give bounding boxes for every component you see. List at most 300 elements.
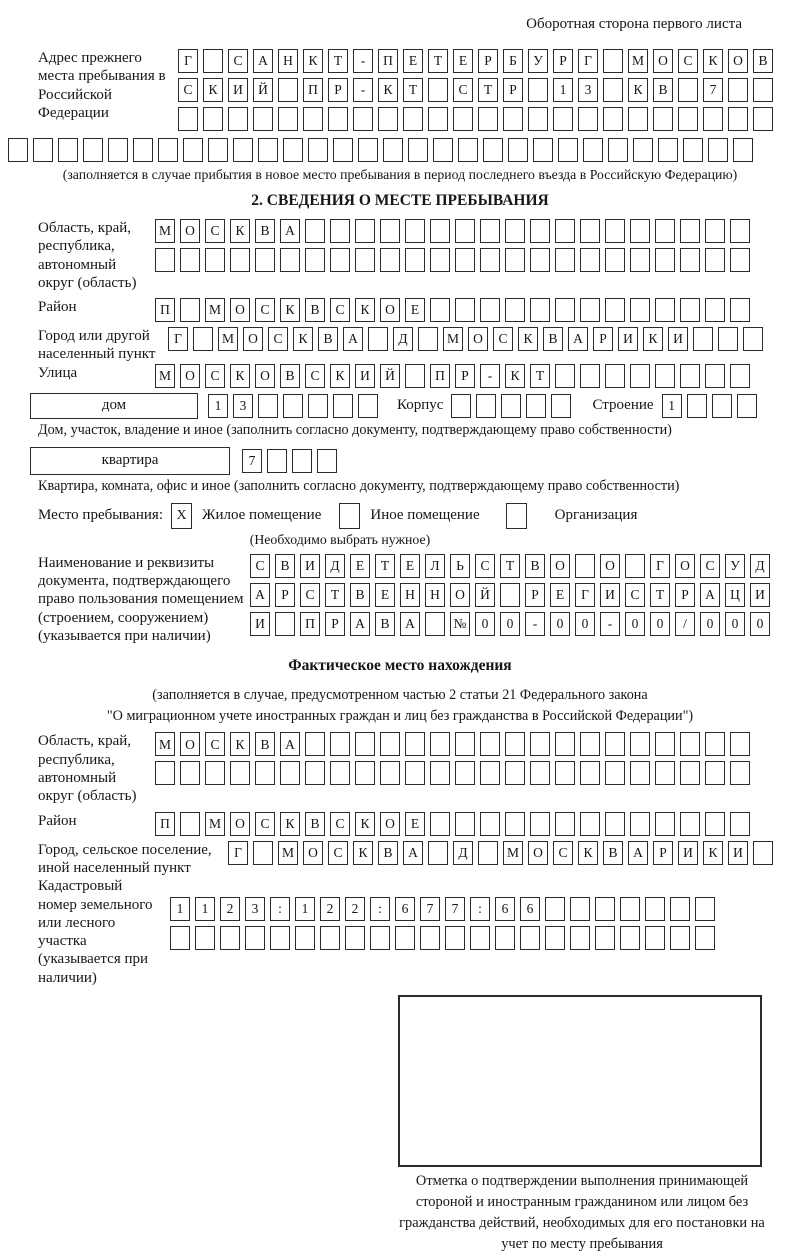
char-cell[interactable]	[355, 219, 375, 243]
char-cell[interactable]: Б	[503, 49, 523, 73]
char-cell[interactable]: Е	[375, 583, 395, 607]
char-cell[interactable]	[303, 107, 323, 131]
char-cell[interactable]	[205, 248, 225, 272]
char-cell[interactable]	[358, 138, 378, 162]
char-cell[interactable]	[380, 248, 400, 272]
char-cell[interactable]: Е	[350, 554, 370, 578]
char-cell[interactable]: 0	[700, 612, 720, 636]
char-cell[interactable]	[705, 248, 725, 272]
char-cell[interactable]: Т	[478, 78, 498, 102]
char-cell[interactable]	[370, 926, 390, 950]
char-cell[interactable]: Р	[503, 78, 523, 102]
char-cell[interactable]	[678, 78, 698, 102]
char-cell[interactable]	[605, 761, 625, 785]
char-cell[interactable]	[680, 812, 700, 836]
char-cell[interactable]: И	[678, 841, 698, 865]
char-cell[interactable]: -	[353, 49, 373, 73]
char-cell[interactable]	[470, 926, 490, 950]
char-cell[interactable]	[505, 732, 525, 756]
char-cell[interactable]	[203, 49, 223, 73]
char-cell[interactable]: О	[255, 364, 275, 388]
char-cell[interactable]: 1	[295, 897, 315, 921]
char-cell[interactable]	[580, 732, 600, 756]
char-cell[interactable]: И	[300, 554, 320, 578]
char-cell[interactable]	[425, 612, 445, 636]
char-cell[interactable]: Г	[575, 583, 595, 607]
char-cell[interactable]	[451, 394, 471, 418]
char-cell[interactable]: Д	[393, 327, 413, 351]
char-cell[interactable]	[378, 107, 398, 131]
char-cell[interactable]: М	[218, 327, 238, 351]
char-cell[interactable]: В	[318, 327, 338, 351]
char-cell[interactable]	[555, 364, 575, 388]
char-cell[interactable]: К	[303, 49, 323, 73]
char-cell[interactable]	[433, 138, 453, 162]
char-cell[interactable]: Е	[550, 583, 570, 607]
char-cell[interactable]	[603, 49, 623, 73]
char-cell[interactable]	[430, 298, 450, 322]
char-cell[interactable]: 7	[445, 897, 465, 921]
checkbox-other-premises[interactable]	[339, 503, 360, 529]
char-cell[interactable]: О	[180, 732, 200, 756]
char-cell[interactable]	[578, 107, 598, 131]
char-cell[interactable]: У	[528, 49, 548, 73]
char-cell[interactable]: А	[628, 841, 648, 865]
char-cell[interactable]	[233, 138, 253, 162]
char-cell[interactable]: В	[378, 841, 398, 865]
char-cell[interactable]: А	[280, 219, 300, 243]
char-cell[interactable]: 2	[345, 897, 365, 921]
char-cell[interactable]	[620, 897, 640, 921]
char-cell[interactable]: В	[543, 327, 563, 351]
char-cell[interactable]	[345, 926, 365, 950]
char-cell[interactable]	[580, 248, 600, 272]
char-cell[interactable]	[705, 219, 725, 243]
char-cell[interactable]	[625, 554, 645, 578]
char-cell[interactable]: Т	[428, 49, 448, 73]
char-cell[interactable]	[630, 364, 650, 388]
char-cell[interactable]: М	[205, 298, 225, 322]
char-cell[interactable]	[380, 219, 400, 243]
char-cell[interactable]	[683, 138, 703, 162]
char-cell[interactable]	[228, 107, 248, 131]
char-cell[interactable]: К	[703, 49, 723, 73]
char-cell[interactable]: С	[475, 554, 495, 578]
char-cell[interactable]: О	[468, 327, 488, 351]
char-cell[interactable]	[283, 394, 303, 418]
char-cell[interactable]: Ц	[725, 583, 745, 607]
char-cell[interactable]: 1	[662, 394, 682, 418]
char-cell[interactable]: К	[643, 327, 663, 351]
char-cell[interactable]	[405, 364, 425, 388]
char-cell[interactable]	[220, 926, 240, 950]
char-cell[interactable]: А	[253, 49, 273, 73]
char-cell[interactable]: 7	[420, 897, 440, 921]
char-cell[interactable]	[630, 732, 650, 756]
char-cell[interactable]	[730, 298, 750, 322]
char-cell[interactable]	[495, 926, 515, 950]
char-cell[interactable]	[418, 327, 438, 351]
char-cell[interactable]: О	[600, 554, 620, 578]
char-cell[interactable]: Н	[400, 583, 420, 607]
char-cell[interactable]: 0	[475, 612, 495, 636]
char-cell[interactable]	[712, 394, 732, 418]
char-cell[interactable]	[501, 394, 521, 418]
char-cell[interactable]: С	[255, 298, 275, 322]
char-cell[interactable]	[405, 761, 425, 785]
char-cell[interactable]: И	[728, 841, 748, 865]
char-cell[interactable]	[551, 394, 571, 418]
char-cell[interactable]	[608, 138, 628, 162]
char-cell[interactable]	[580, 364, 600, 388]
char-cell[interactable]: -	[600, 612, 620, 636]
char-cell[interactable]: 3	[245, 897, 265, 921]
char-cell[interactable]: Е	[453, 49, 473, 73]
char-cell[interactable]	[478, 841, 498, 865]
char-cell[interactable]	[605, 812, 625, 836]
char-cell[interactable]: Е	[405, 812, 425, 836]
char-cell[interactable]	[737, 394, 757, 418]
char-cell[interactable]	[530, 761, 550, 785]
char-cell[interactable]: М	[205, 812, 225, 836]
char-cell[interactable]	[330, 248, 350, 272]
char-cell[interactable]: О	[528, 841, 548, 865]
char-cell[interactable]: Р	[325, 612, 345, 636]
char-cell[interactable]	[267, 449, 287, 473]
char-cell[interactable]	[308, 394, 328, 418]
char-cell[interactable]	[230, 248, 250, 272]
char-cell[interactable]	[405, 732, 425, 756]
char-cell[interactable]	[526, 394, 546, 418]
char-cell[interactable]	[333, 138, 353, 162]
char-cell[interactable]	[630, 219, 650, 243]
char-cell[interactable]: А	[700, 583, 720, 607]
char-cell[interactable]	[705, 364, 725, 388]
char-cell[interactable]: И	[618, 327, 638, 351]
char-cell[interactable]: 2	[220, 897, 240, 921]
char-cell[interactable]	[583, 138, 603, 162]
char-cell[interactable]: И	[750, 583, 770, 607]
char-cell[interactable]	[555, 298, 575, 322]
char-cell[interactable]: Р	[455, 364, 475, 388]
char-cell[interactable]: Р	[675, 583, 695, 607]
char-cell[interactable]: А	[250, 583, 270, 607]
char-cell[interactable]	[180, 298, 200, 322]
char-cell[interactable]	[428, 841, 448, 865]
char-cell[interactable]: К	[280, 812, 300, 836]
char-cell[interactable]	[330, 219, 350, 243]
char-cell[interactable]	[505, 298, 525, 322]
char-cell[interactable]: К	[293, 327, 313, 351]
char-cell[interactable]	[530, 732, 550, 756]
char-cell[interactable]	[670, 897, 690, 921]
char-cell[interactable]	[605, 298, 625, 322]
char-cell[interactable]	[505, 219, 525, 243]
char-cell[interactable]	[503, 107, 523, 131]
char-cell[interactable]	[292, 449, 312, 473]
char-cell[interactable]	[630, 761, 650, 785]
apartment-type-box[interactable]: квартира	[30, 447, 230, 475]
char-cell[interactable]	[730, 248, 750, 272]
char-cell[interactable]	[205, 761, 225, 785]
char-cell[interactable]	[445, 926, 465, 950]
char-cell[interactable]: О	[230, 298, 250, 322]
char-cell[interactable]	[458, 138, 478, 162]
char-cell[interactable]: А	[280, 732, 300, 756]
char-cell[interactable]: М	[503, 841, 523, 865]
char-cell[interactable]: О	[550, 554, 570, 578]
char-cell[interactable]: С	[205, 732, 225, 756]
char-cell[interactable]: В	[603, 841, 623, 865]
char-cell[interactable]	[358, 394, 378, 418]
char-cell[interactable]	[305, 761, 325, 785]
char-cell[interactable]: 0	[575, 612, 595, 636]
char-cell[interactable]: 6	[395, 897, 415, 921]
char-cell[interactable]	[193, 327, 213, 351]
char-cell[interactable]: Е	[400, 554, 420, 578]
char-cell[interactable]: -	[525, 612, 545, 636]
char-cell[interactable]	[430, 248, 450, 272]
char-cell[interactable]	[703, 107, 723, 131]
char-cell[interactable]: М	[278, 841, 298, 865]
char-cell[interactable]: 1	[195, 897, 215, 921]
char-cell[interactable]	[505, 248, 525, 272]
char-cell[interactable]: О	[380, 812, 400, 836]
char-cell[interactable]: Р	[593, 327, 613, 351]
char-cell[interactable]: В	[653, 78, 673, 102]
char-cell[interactable]: М	[155, 732, 175, 756]
char-cell[interactable]	[633, 138, 653, 162]
char-cell[interactable]: М	[443, 327, 463, 351]
char-cell[interactable]: С	[205, 364, 225, 388]
char-cell[interactable]: Д	[325, 554, 345, 578]
char-cell[interactable]: К	[505, 364, 525, 388]
char-cell[interactable]	[605, 219, 625, 243]
char-cell[interactable]	[355, 761, 375, 785]
char-cell[interactable]: 1	[553, 78, 573, 102]
char-cell[interactable]	[680, 732, 700, 756]
char-cell[interactable]	[355, 248, 375, 272]
char-cell[interactable]	[480, 219, 500, 243]
char-cell[interactable]	[680, 761, 700, 785]
char-cell[interactable]: К	[378, 78, 398, 102]
char-cell[interactable]: А	[400, 612, 420, 636]
char-cell[interactable]	[480, 732, 500, 756]
char-cell[interactable]	[695, 926, 715, 950]
char-cell[interactable]	[258, 394, 278, 418]
char-cell[interactable]: 1	[208, 394, 228, 418]
char-cell[interactable]: 6	[520, 897, 540, 921]
char-cell[interactable]	[380, 732, 400, 756]
char-cell[interactable]: К	[355, 298, 375, 322]
char-cell[interactable]	[575, 554, 595, 578]
char-cell[interactable]: И	[355, 364, 375, 388]
char-cell[interactable]	[680, 219, 700, 243]
char-cell[interactable]: 1	[170, 897, 190, 921]
char-cell[interactable]	[255, 761, 275, 785]
char-cell[interactable]	[555, 219, 575, 243]
char-cell[interactable]: К	[330, 364, 350, 388]
char-cell[interactable]	[478, 107, 498, 131]
char-cell[interactable]	[530, 219, 550, 243]
char-cell[interactable]: П	[155, 298, 175, 322]
char-cell[interactable]: Т	[530, 364, 550, 388]
char-cell[interactable]	[330, 732, 350, 756]
char-cell[interactable]	[305, 219, 325, 243]
char-cell[interactable]	[203, 107, 223, 131]
char-cell[interactable]	[430, 761, 450, 785]
char-cell[interactable]: С	[300, 583, 320, 607]
char-cell[interactable]	[655, 248, 675, 272]
char-cell[interactable]: В	[375, 612, 395, 636]
char-cell[interactable]	[555, 812, 575, 836]
char-cell[interactable]: Л	[425, 554, 445, 578]
house-type-box[interactable]: дом	[30, 393, 198, 419]
char-cell[interactable]	[530, 812, 550, 836]
char-cell[interactable]: И	[228, 78, 248, 102]
char-cell[interactable]: А	[403, 841, 423, 865]
char-cell[interactable]: М	[155, 364, 175, 388]
char-cell[interactable]	[753, 78, 773, 102]
char-cell[interactable]: С	[330, 812, 350, 836]
char-cell[interactable]: :	[370, 897, 390, 921]
char-cell[interactable]	[603, 107, 623, 131]
char-cell[interactable]	[705, 732, 725, 756]
char-cell[interactable]: /	[675, 612, 695, 636]
char-cell[interactable]: Р	[328, 78, 348, 102]
char-cell[interactable]	[695, 897, 715, 921]
char-cell[interactable]: В	[350, 583, 370, 607]
char-cell[interactable]	[558, 138, 578, 162]
char-cell[interactable]	[420, 926, 440, 950]
char-cell[interactable]: 7	[703, 78, 723, 102]
char-cell[interactable]	[305, 248, 325, 272]
char-cell[interactable]	[383, 138, 403, 162]
char-cell[interactable]: И	[668, 327, 688, 351]
char-cell[interactable]: С	[453, 78, 473, 102]
char-cell[interactable]	[405, 248, 425, 272]
char-cell[interactable]	[83, 138, 103, 162]
char-cell[interactable]	[645, 897, 665, 921]
char-cell[interactable]: Н	[278, 49, 298, 73]
char-cell[interactable]	[455, 298, 475, 322]
char-cell[interactable]	[380, 761, 400, 785]
char-cell[interactable]: К	[518, 327, 538, 351]
char-cell[interactable]	[728, 107, 748, 131]
char-cell[interactable]: У	[725, 554, 745, 578]
char-cell[interactable]	[520, 926, 540, 950]
char-cell[interactable]	[278, 78, 298, 102]
char-cell[interactable]: О	[675, 554, 695, 578]
char-cell[interactable]	[8, 138, 28, 162]
char-cell[interactable]: С	[305, 364, 325, 388]
char-cell[interactable]	[183, 138, 203, 162]
char-cell[interactable]	[653, 107, 673, 131]
char-cell[interactable]: 6	[495, 897, 515, 921]
char-cell[interactable]: Н	[425, 583, 445, 607]
char-cell[interactable]: П	[155, 812, 175, 836]
char-cell[interactable]	[620, 926, 640, 950]
char-cell[interactable]	[180, 812, 200, 836]
char-cell[interactable]: 0	[500, 612, 520, 636]
char-cell[interactable]	[178, 107, 198, 131]
char-cell[interactable]	[753, 841, 773, 865]
char-cell[interactable]	[353, 107, 373, 131]
char-cell[interactable]: 3	[578, 78, 598, 102]
char-cell[interactable]	[680, 298, 700, 322]
char-cell[interactable]: В	[305, 812, 325, 836]
char-cell[interactable]: С	[205, 219, 225, 243]
char-cell[interactable]: Г	[650, 554, 670, 578]
char-cell[interactable]	[483, 138, 503, 162]
char-cell[interactable]	[155, 761, 175, 785]
char-cell[interactable]	[658, 138, 678, 162]
char-cell[interactable]: С	[553, 841, 573, 865]
char-cell[interactable]	[430, 732, 450, 756]
char-cell[interactable]: Г	[178, 49, 198, 73]
char-cell[interactable]	[453, 107, 473, 131]
char-cell[interactable]	[317, 449, 337, 473]
char-cell[interactable]	[630, 812, 650, 836]
char-cell[interactable]	[595, 897, 615, 921]
char-cell[interactable]	[430, 812, 450, 836]
char-cell[interactable]	[730, 761, 750, 785]
char-cell[interactable]: 0	[650, 612, 670, 636]
char-cell[interactable]	[508, 138, 528, 162]
char-cell[interactable]	[580, 219, 600, 243]
char-cell[interactable]: 0	[625, 612, 645, 636]
char-cell[interactable]: С	[328, 841, 348, 865]
char-cell[interactable]: 0	[550, 612, 570, 636]
char-cell[interactable]: О	[243, 327, 263, 351]
char-cell[interactable]: А	[350, 612, 370, 636]
char-cell[interactable]: В	[275, 554, 295, 578]
char-cell[interactable]	[555, 761, 575, 785]
char-cell[interactable]	[255, 248, 275, 272]
char-cell[interactable]	[730, 364, 750, 388]
char-cell[interactable]: В	[753, 49, 773, 73]
char-cell[interactable]	[753, 107, 773, 131]
char-cell[interactable]	[718, 327, 738, 351]
char-cell[interactable]	[245, 926, 265, 950]
char-cell[interactable]	[455, 219, 475, 243]
char-cell[interactable]: М	[155, 219, 175, 243]
char-cell[interactable]: К	[355, 812, 375, 836]
char-cell[interactable]: 7	[242, 449, 262, 473]
char-cell[interactable]: А	[343, 327, 363, 351]
char-cell[interactable]: С	[678, 49, 698, 73]
char-cell[interactable]	[655, 812, 675, 836]
char-cell[interactable]	[655, 219, 675, 243]
char-cell[interactable]: Т	[325, 583, 345, 607]
char-cell[interactable]	[308, 138, 328, 162]
char-cell[interactable]	[630, 248, 650, 272]
char-cell[interactable]	[743, 327, 763, 351]
char-cell[interactable]: В	[255, 732, 275, 756]
char-cell[interactable]: В	[305, 298, 325, 322]
char-cell[interactable]: Й	[253, 78, 273, 102]
char-cell[interactable]: Е	[405, 298, 425, 322]
char-cell[interactable]	[530, 298, 550, 322]
char-cell[interactable]	[480, 812, 500, 836]
char-cell[interactable]: С	[700, 554, 720, 578]
char-cell[interactable]: О	[230, 812, 250, 836]
char-cell[interactable]	[428, 78, 448, 102]
char-cell[interactable]: В	[280, 364, 300, 388]
char-cell[interactable]	[530, 248, 550, 272]
char-cell[interactable]: А	[568, 327, 588, 351]
char-cell[interactable]	[580, 761, 600, 785]
